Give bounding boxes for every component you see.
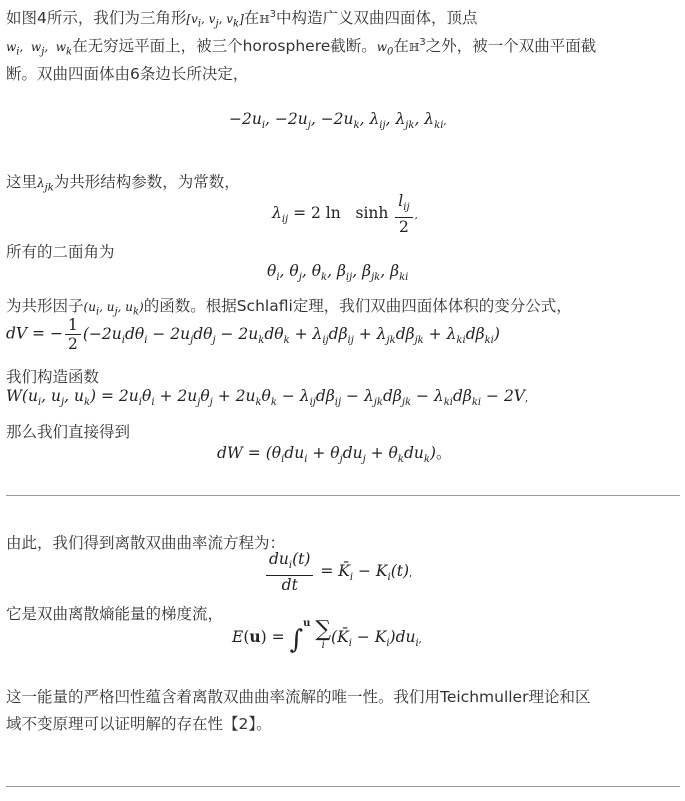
text-segment: 为共形因子 xyxy=(6,297,84,315)
equation-edge-lengths: $-2u_i$, $-2u_j$, $-2u_k$, $\lambda_{ij}$, $\lambda_{jk}$, $\lambda_{ki}$, xyxy=(229,110,447,132)
paragraph-gradient: 它是双曲离散熵能量的梯度流， xyxy=(6,605,224,623)
paragraph-final-line1: 这一能量的严格凹性蕴含着离散双曲曲率流解的唯一性。我们用Teichmuller理论和区 xyxy=(6,688,591,706)
equation-dw: dW = $(\theta_idu_i + \theta_jdu_j + \theta_kdu_k)$。 xyxy=(217,444,452,466)
paragraph-intro-line1: 如图4所示，我们为三角形[$v_i$, $v_j$, $v_k$]在ℍ$^3$中构造广义双曲四面体，顶点 xyxy=(6,8,478,30)
math-triangle: [$v_i$, $v_j$, $v_k$] xyxy=(186,12,244,30)
text-segment: 为共形结构参数，为常数， xyxy=(53,173,240,191)
equation-energy: E(u) = ∫$^u$ ∑ i $(K̄_i - K_i)du_i$, xyxy=(232,617,422,655)
divider xyxy=(6,786,680,787)
equation-lambda: $\lambda_{ij} = 2$ ln sinh $\frac{l_{ij}}{2}$ , xyxy=(272,192,418,237)
text-segment: 这里 xyxy=(6,173,38,191)
text-segment: 之外，被一个双曲平面截 xyxy=(425,37,597,55)
text-segment: 的函数。根据Schlafli定理，我们双曲四面体体积的变分公式， xyxy=(143,297,572,315)
math-hyperbolic-space: ℍ xyxy=(408,41,420,54)
paragraph-direct: 那么我们直接得到 xyxy=(6,423,131,441)
divider xyxy=(6,495,680,496)
text-segment: 中构造广义双曲四面体，顶点 xyxy=(276,9,478,27)
paragraph-dihedral: 所有的二面角为 xyxy=(6,243,115,261)
equation-w-function: $W(u_i$, $u_j$, $u_k) = 2u_i\theta_i + 2u_j\theta_j + 2u_k\theta_k - \lambda_{ij}d\beta_{ij} - \lambda_{jk}d\beta_{jk} - \lambda_{ki}d\beta_{ki} - 2V$, xyxy=(6,387,529,409)
paragraph-schlafli xyxy=(6,294,572,317)
math-hyperbolic-space: ℍ xyxy=(259,13,270,26)
text-segment: 在 xyxy=(243,9,260,27)
math-lambda-jk: $\lambda_{jk}$ xyxy=(37,176,54,194)
paragraph-intro-line2: $w_i$, $w_j$, $w_k$在无穷远平面上，被三个horosphere截断。$w_0$在ℍ$^3$之外，被一个双曲平面截 xyxy=(6,36,597,58)
text-segment: 在 xyxy=(393,37,409,55)
text-segment: 如图4所示，我们为三角形 xyxy=(6,9,187,27)
equation-dihedral-angles: $\theta_i$, $\theta_j$, $\theta_k$, $\beta_{ij}$, $\beta_{jk}$, $\beta_{ki}$ xyxy=(267,262,409,284)
math-vertices: $w_i$, $w_j$, $w_k$ xyxy=(6,40,73,58)
paragraph-intro-line3: 断。双曲四面体由6条边长所决定， xyxy=(6,65,249,83)
text-segment: 在无穷远平面上，被三个horosphere截断。 xyxy=(72,37,377,55)
equation-curvature-flow: $\frac{du_i(t)}{dt}$ = $K̄_i - K_i(t)$, xyxy=(264,550,412,594)
math-w0: $w_0$ xyxy=(376,40,394,58)
paragraph-flow: 由此，我们得到离散双曲曲率流方程为： xyxy=(6,534,286,552)
paragraph-lambda xyxy=(6,170,240,193)
paragraph-construct: 我们构造函数 xyxy=(6,368,100,386)
math-conformal-factors: ($u_i$, $u_j$, $u_k$) xyxy=(83,300,144,318)
equation-volume-variation: dV = − $\frac{1}{2}$ $(-2u_id\theta_i - 2u_jd\theta_j - 2u_kd\theta_k + \lambda_{ij}d\beta_{ij} + \lambda_{jk}d\beta_{jk} + \lambda_{ki}d\beta_{ki})$ xyxy=(6,316,500,353)
paragraph-final-line2: 域不变原理可以证明解的存在性【2】。 xyxy=(6,715,272,733)
